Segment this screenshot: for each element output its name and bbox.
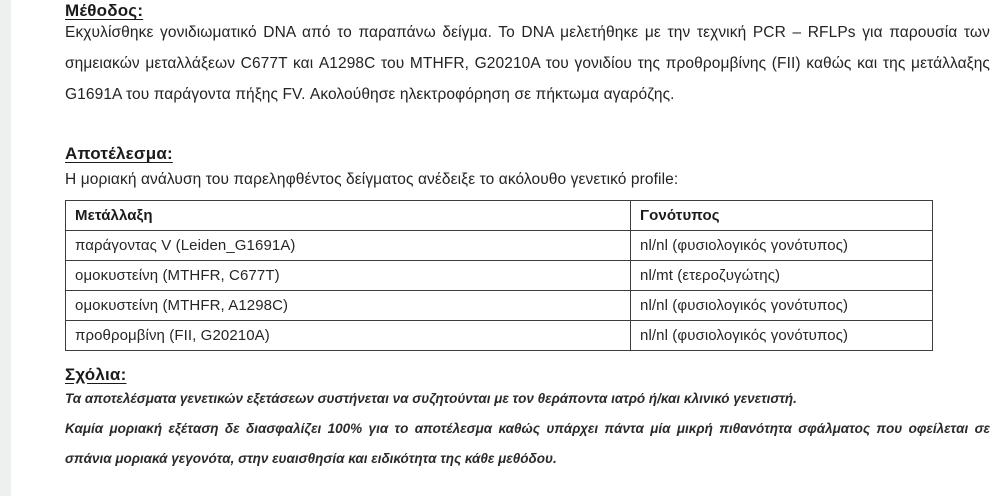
genotype-cell: nl/nl (φυσιολογικός γονότυπος)	[631, 231, 933, 261]
results-table-body	[66, 231, 933, 351]
report-content	[65, 0, 990, 496]
genotype-cell: nl/mt (ετεροζυγώτης)	[631, 261, 933, 291]
results-table	[65, 200, 933, 351]
page-left-edge	[0, 0, 11, 496]
table-row	[66, 321, 933, 351]
mutation-column-header: Μετάλλαξη	[66, 201, 631, 231]
comment-disclaimer-2: Καμία μοριακή εξέταση δε διασφαλίζει 100% για το αποτέλεσμα καθώς υπάρχει πάντα μία μικρή πιθανότητα σφάλματος που οφείλεται σε σπάνια μοριακά γεγονότα, στην ευαισθησία και ειδικότητα της κάθε μεθόδου.	[65, 421, 990, 466]
method-paragraph: Εκχυλίσθηκε γονιδιωματικό DNA από το παραπάνω δείγμα. Το DNA μελετήθηκε με την τεχνική PCR – RFLPs για παρουσία των σημειακών μεταλλάξεων C677T και A1298C του MTHFR, G20210A του γονιδίου της προθρομβίνης (FII) καθώς και της μετάλλαξης G1691A του παράγοντα πήξης FV. Ακολούθησε ηλεκτροφόρηση σε πήκτωμα αγαρόζης.	[65, 24, 990, 103]
result-heading: Αποτέλεσμα:	[65, 144, 173, 163]
genotype-cell: nl/nl (φυσιολογικός γονότυπος)	[631, 291, 933, 321]
table-header-row	[66, 201, 933, 231]
genotype-column-header: Γονότυπος	[631, 201, 933, 231]
mutation-cell: προθρομβίνη (FII, G20210A)	[66, 321, 631, 351]
results-table-header	[66, 201, 933, 231]
mutation-cell: παράγοντας V (Leiden_G1691A)	[66, 231, 631, 261]
table-row	[66, 261, 933, 291]
table-row	[66, 291, 933, 321]
comments-heading: Σχόλια:	[65, 365, 127, 384]
result-intro-text: Η μοριακή ανάλυση του παρεληφθέντος δείγματος ανέδειξε το ακόλουθο γενετικό profile:	[65, 171, 679, 188]
method-heading: Μέθοδος:	[65, 1, 144, 20]
genotype-cell: nl/nl (φυσιολογικός γονότυπος)	[631, 321, 933, 351]
comment-disclaimer-1: Τα αποτελέσματα γενετικών εξετάσεων συστήνεται να συζητούνται με τον θεράποντα ιατρό ή/και κλινικό γενετιστή.	[65, 391, 797, 406]
mutation-cell: ομοκυστείνη (MTHFR, C677T)	[66, 261, 631, 291]
mutation-cell: ομοκυστείνη (MTHFR, A1298C)	[66, 291, 631, 321]
table-row	[66, 231, 933, 261]
